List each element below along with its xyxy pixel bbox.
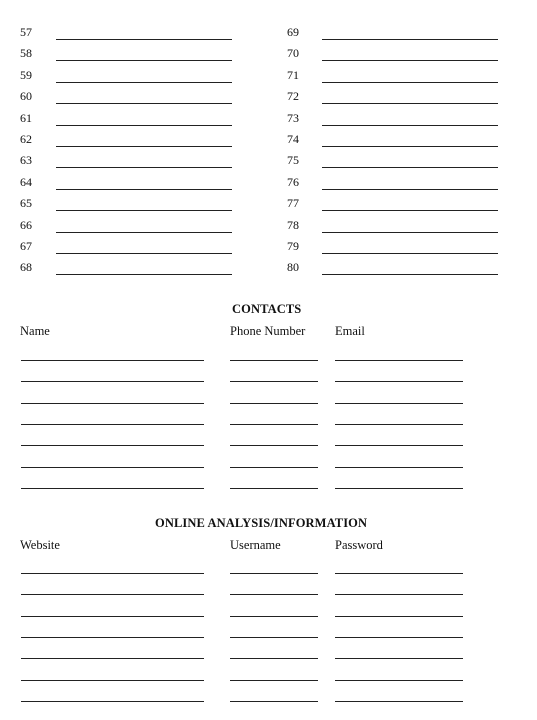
line-number: 59	[20, 67, 32, 82]
website-line[interactable]	[21, 594, 204, 595]
contact-email-line[interactable]	[335, 403, 463, 404]
contact-phone-line[interactable]	[230, 445, 318, 446]
contact-name-line[interactable]	[21, 381, 204, 382]
contact-name-line[interactable]	[21, 360, 204, 361]
line-number: 74	[287, 132, 299, 146]
contacts-title: CONTACTS	[232, 302, 302, 316]
line-number: 64	[20, 174, 32, 189]
line-number: 62	[20, 132, 32, 146]
password-line[interactable]	[335, 658, 463, 659]
contact-phone-line[interactable]	[230, 381, 318, 382]
line-number: 79	[287, 239, 299, 253]
password-line[interactable]	[335, 701, 463, 702]
contact-phone-line[interactable]	[230, 467, 318, 468]
line-number: 57	[20, 25, 32, 39]
line-number: 73	[287, 110, 299, 125]
line-number: 66	[20, 217, 32, 232]
contact-name-line[interactable]	[21, 424, 204, 425]
line-number: 63	[20, 153, 32, 168]
numbered-entry-line[interactable]	[56, 253, 232, 254]
username-line[interactable]	[230, 594, 318, 595]
contact-phone-line[interactable]	[230, 403, 318, 404]
contact-name-line[interactable]	[21, 403, 204, 404]
website-line[interactable]	[21, 616, 204, 617]
password-line[interactable]	[335, 637, 463, 638]
line-number: 72	[287, 89, 299, 104]
contacts-header-name: Name	[20, 324, 50, 338]
numbered-entry-line[interactable]	[322, 274, 498, 275]
line-number: 75	[287, 153, 299, 168]
website-line[interactable]	[21, 658, 204, 659]
website-line[interactable]	[21, 573, 204, 574]
line-number: 61	[20, 110, 32, 125]
numbered-entry-line[interactable]	[56, 103, 232, 104]
numbered-entry-line[interactable]	[56, 232, 232, 233]
numbered-entry-line[interactable]	[322, 146, 498, 147]
contact-phone-line[interactable]	[230, 488, 318, 489]
username-line[interactable]	[230, 637, 318, 638]
numbered-entry-line[interactable]	[56, 60, 232, 61]
line-number: 65	[20, 196, 32, 211]
line-number: 58	[20, 46, 32, 61]
numbered-entry-line[interactable]	[322, 82, 498, 83]
contact-email-line[interactable]	[335, 467, 463, 468]
numbered-entry-line[interactable]	[56, 146, 232, 147]
numbered-entry-line[interactable]	[322, 60, 498, 61]
numbered-entry-line[interactable]	[322, 125, 498, 126]
numbered-entry-line[interactable]	[56, 189, 232, 190]
line-number: 76	[287, 174, 299, 189]
contact-name-line[interactable]	[21, 445, 204, 446]
contact-name-line[interactable]	[21, 488, 204, 489]
contacts-header-phone: Phone Number	[230, 324, 306, 338]
numbered-entry-line[interactable]	[56, 274, 232, 275]
numbered-entry-line[interactable]	[56, 82, 232, 83]
contact-phone-line[interactable]	[230, 424, 318, 425]
password-line[interactable]	[335, 573, 463, 574]
website-line[interactable]	[21, 680, 204, 681]
line-number: 80	[287, 260, 299, 275]
online-title: ONLINE ANALYSIS/INFORMATION	[155, 516, 368, 530]
line-number: 68	[20, 260, 32, 275]
contact-name-line[interactable]	[21, 467, 204, 468]
numbered-entry-line[interactable]	[56, 39, 232, 40]
numbered-entry-line[interactable]	[322, 39, 498, 40]
numbered-entry-line[interactable]	[56, 125, 232, 126]
line-number: 69	[287, 25, 299, 39]
online-header-password: Password	[335, 538, 383, 552]
numbered-entry-line[interactable]	[322, 210, 498, 211]
username-line[interactable]	[230, 701, 318, 702]
numbered-entry-line[interactable]	[322, 189, 498, 190]
numbered-entry-line[interactable]	[56, 210, 232, 211]
username-line[interactable]	[230, 658, 318, 659]
numbered-entry-line[interactable]	[322, 167, 498, 168]
username-line[interactable]	[230, 573, 318, 574]
line-number: 71	[287, 67, 299, 82]
numbered-entry-line[interactable]	[322, 253, 498, 254]
numbered-entry-line[interactable]	[56, 167, 232, 168]
line-number: 60	[20, 89, 32, 104]
line-number: 78	[287, 217, 299, 232]
numbered-entry-line[interactable]	[322, 103, 498, 104]
username-line[interactable]	[230, 680, 318, 681]
password-line[interactable]	[335, 594, 463, 595]
contacts-header-email: Email	[335, 324, 365, 338]
contact-phone-line[interactable]	[230, 360, 318, 361]
username-line[interactable]	[230, 616, 318, 617]
line-number: 77	[287, 196, 299, 211]
contact-email-line[interactable]	[335, 424, 463, 425]
website-line[interactable]	[21, 701, 204, 702]
numbered-entry-line[interactable]	[322, 232, 498, 233]
online-header-website: Website	[20, 538, 60, 552]
contact-email-line[interactable]	[335, 360, 463, 361]
online-header-username: Username	[230, 538, 281, 552]
password-line[interactable]	[335, 680, 463, 681]
line-number: 70	[287, 46, 299, 61]
password-line[interactable]	[335, 616, 463, 617]
contact-email-line[interactable]	[335, 488, 463, 489]
contact-email-line[interactable]	[335, 381, 463, 382]
contact-email-line[interactable]	[335, 445, 463, 446]
line-number: 67	[20, 239, 32, 253]
website-line[interactable]	[21, 637, 204, 638]
